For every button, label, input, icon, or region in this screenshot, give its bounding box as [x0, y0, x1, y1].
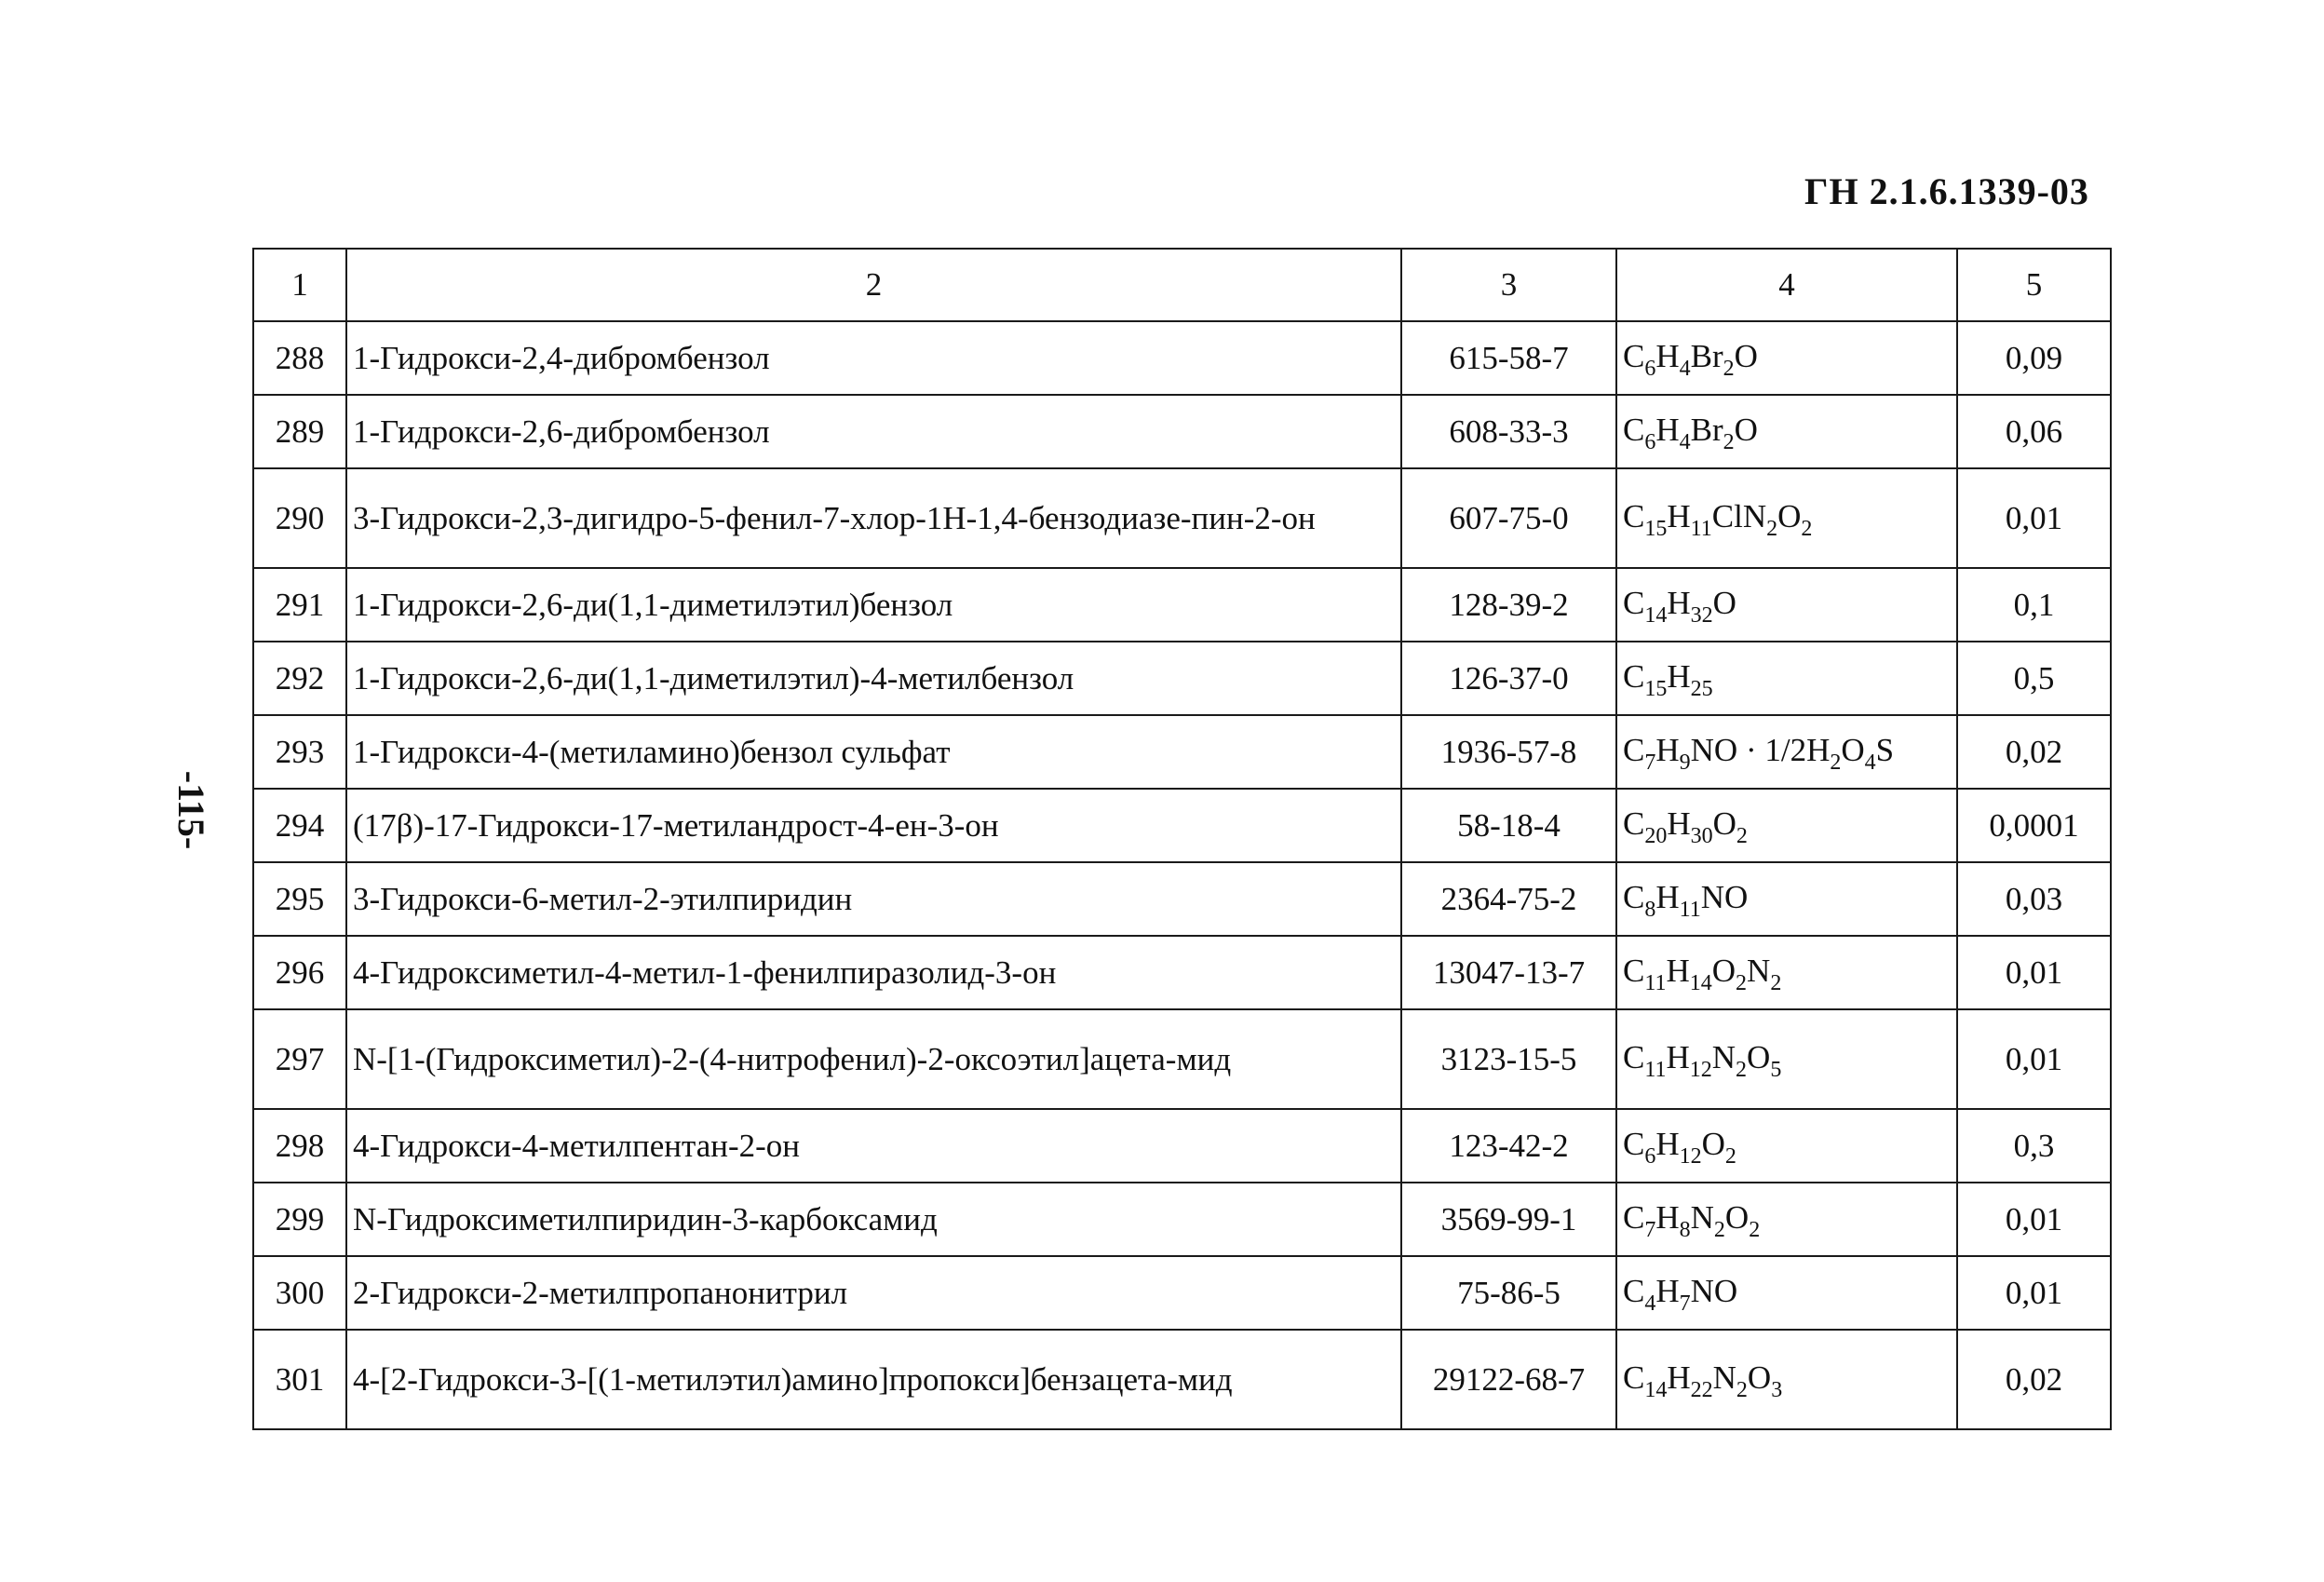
table-row	[253, 468, 2111, 568]
table-row	[253, 395, 2111, 468]
row-number: 289	[253, 395, 346, 468]
limit-value: 0,01	[1957, 1009, 2111, 1109]
row-number: 296	[253, 936, 346, 1009]
chemical-formula: $C_{15}H_{11}ClN_2O_2$	[1616, 468, 1957, 568]
table-row	[253, 862, 2111, 936]
column-header-2: 2	[346, 249, 1401, 321]
chemical-formula: $C_{11}H_{14}O_2N_2$	[1616, 936, 1957, 1009]
page-number: -115-	[170, 770, 212, 850]
chemical-formula: $C_8H_{11}NO$	[1616, 862, 1957, 936]
document-code: ГН 2.1.6.1339-03	[1804, 170, 2089, 212]
row-number: 292	[253, 642, 346, 715]
table-header	[253, 249, 2111, 321]
limit-value: 0,0001	[1957, 789, 2111, 862]
substance-name: 4-[2-Гидрокси-3-[(1-метилэтил)амино]пропокси]бензацета-мид	[346, 1330, 1401, 1429]
substance-name: 1-Гидрокси-2,4-дибромбензол	[346, 321, 1401, 395]
table-row	[253, 1109, 2111, 1183]
cas-number: 126-37-0	[1401, 642, 1616, 715]
row-number: 291	[253, 568, 346, 642]
cas-number: 13047-13-7	[1401, 936, 1616, 1009]
limit-value: 0,1	[1957, 568, 2111, 642]
column-header-3: 3	[1401, 249, 1616, 321]
substance-name: 2-Гидрокси-2-метилпропанонитрил	[346, 1256, 1401, 1330]
column-header-1: 1	[253, 249, 346, 321]
limit-value: 0,06	[1957, 395, 2111, 468]
substance-name: 1-Гидрокси-4-(метиламино)бензол сульфат	[346, 715, 1401, 789]
cas-number: 1936-57-8	[1401, 715, 1616, 789]
cas-number: 123-42-2	[1401, 1109, 1616, 1183]
row-number: 300	[253, 1256, 346, 1330]
limit-value: 0,01	[1957, 1183, 2111, 1256]
chemical-formula: $C_7H_9NO \cdot 1/2H_2O_4S$	[1616, 715, 1957, 789]
chemical-formula: $C_{14}H_{32}O$	[1616, 568, 1957, 642]
cas-number: 2364-75-2	[1401, 862, 1616, 936]
chemical-formula: $C_6H_{12}O_2$	[1616, 1109, 1957, 1183]
limit-value: 0,09	[1957, 321, 2111, 395]
table-row	[253, 1256, 2111, 1330]
cas-number: 29122-68-7	[1401, 1330, 1616, 1429]
limit-value: 0,02	[1957, 715, 2111, 789]
cas-number: 128-39-2	[1401, 568, 1616, 642]
cas-number: 75-86-5	[1401, 1256, 1616, 1330]
column-header-4: 4	[1616, 249, 1957, 321]
substance-name: (17β)-17-Гидрокси-17-метиландрост-4-ен-3-он	[346, 789, 1401, 862]
substance-name: 1-Гидрокси-2,6-ди(1,1-диметилэтил)бензол	[346, 568, 1401, 642]
table-row	[253, 1330, 2111, 1429]
limit-value: 0,03	[1957, 862, 2111, 936]
row-number: 299	[253, 1183, 346, 1256]
substance-name: 4-Гидроксиметил-4-метил-1-фенилпиразолид-3-он	[346, 936, 1401, 1009]
table-row	[253, 715, 2111, 789]
cas-number: 58-18-4	[1401, 789, 1616, 862]
column-header-5: 5	[1957, 249, 2111, 321]
table-row	[253, 642, 2111, 715]
limit-value: 0,01	[1957, 936, 2111, 1009]
row-number: 301	[253, 1330, 346, 1429]
substance-name: 3-Гидрокси-2,3-дигидро-5-фенил-7-хлор-1H-1,4-бензодиазе-пин-2-он	[346, 468, 1401, 568]
table-row	[253, 789, 2111, 862]
row-number: 295	[253, 862, 346, 936]
table-row	[253, 568, 2111, 642]
chemical-formula: $C_{14}H_{22}N_2O_3$	[1616, 1330, 1957, 1429]
chemical-formula: $C_{11}H_{12}N_2O_5$	[1616, 1009, 1957, 1109]
cas-number: 615-58-7	[1401, 321, 1616, 395]
substance-name: 4-Гидрокси-4-метилпентан-2-он	[346, 1109, 1401, 1183]
cas-number: 608-33-3	[1401, 395, 1616, 468]
limit-value: 0,01	[1957, 1256, 2111, 1330]
table-body	[253, 321, 2111, 1429]
chemical-formula: $C_6H_4Br_2O$	[1616, 321, 1957, 395]
table-row	[253, 1009, 2111, 1109]
limit-value: 0,3	[1957, 1109, 2111, 1183]
row-number: 298	[253, 1109, 346, 1183]
chemical-formula: $C_{15}H_{25}$	[1616, 642, 1957, 715]
substance-name: 3-Гидрокси-6-метил-2-этилпиридин	[346, 862, 1401, 936]
row-number: 297	[253, 1009, 346, 1109]
row-number: 294	[253, 789, 346, 862]
row-number: 290	[253, 468, 346, 568]
row-number: 288	[253, 321, 346, 395]
substances-table	[252, 248, 2112, 1430]
limit-value: 0,02	[1957, 1330, 2111, 1429]
chemical-formula: $C_7H_8N_2O_2$	[1616, 1183, 1957, 1256]
table-row	[253, 936, 2111, 1009]
cas-number: 3569-99-1	[1401, 1183, 1616, 1256]
limit-value: 0,5	[1957, 642, 2111, 715]
substance-name: 1-Гидрокси-2,6-ди(1,1-диметилэтил)-4-метилбензол	[346, 642, 1401, 715]
limit-value: 0,01	[1957, 468, 2111, 568]
substance-name: 1-Гидрокси-2,6-дибромбензол	[346, 395, 1401, 468]
cas-number: 607-75-0	[1401, 468, 1616, 568]
chemical-formula: $C_6H_4Br_2O$	[1616, 395, 1957, 468]
chemical-formula: $C_4H_7NO$	[1616, 1256, 1957, 1330]
row-number: 293	[253, 715, 346, 789]
chemical-formula: $C_{20}H_{30}O_2$	[1616, 789, 1957, 862]
substance-name: N-[1-(Гидроксиметил)-2-(4-нитрофенил)-2-оксоэтил]ацета-мид	[346, 1009, 1401, 1109]
table-row	[253, 321, 2111, 395]
substance-name: N-Гидроксиметилпиридин-3-карбоксамид	[346, 1183, 1401, 1256]
table-row	[253, 1183, 2111, 1256]
cas-number: 3123-15-5	[1401, 1009, 1616, 1109]
header-row	[253, 249, 2111, 321]
